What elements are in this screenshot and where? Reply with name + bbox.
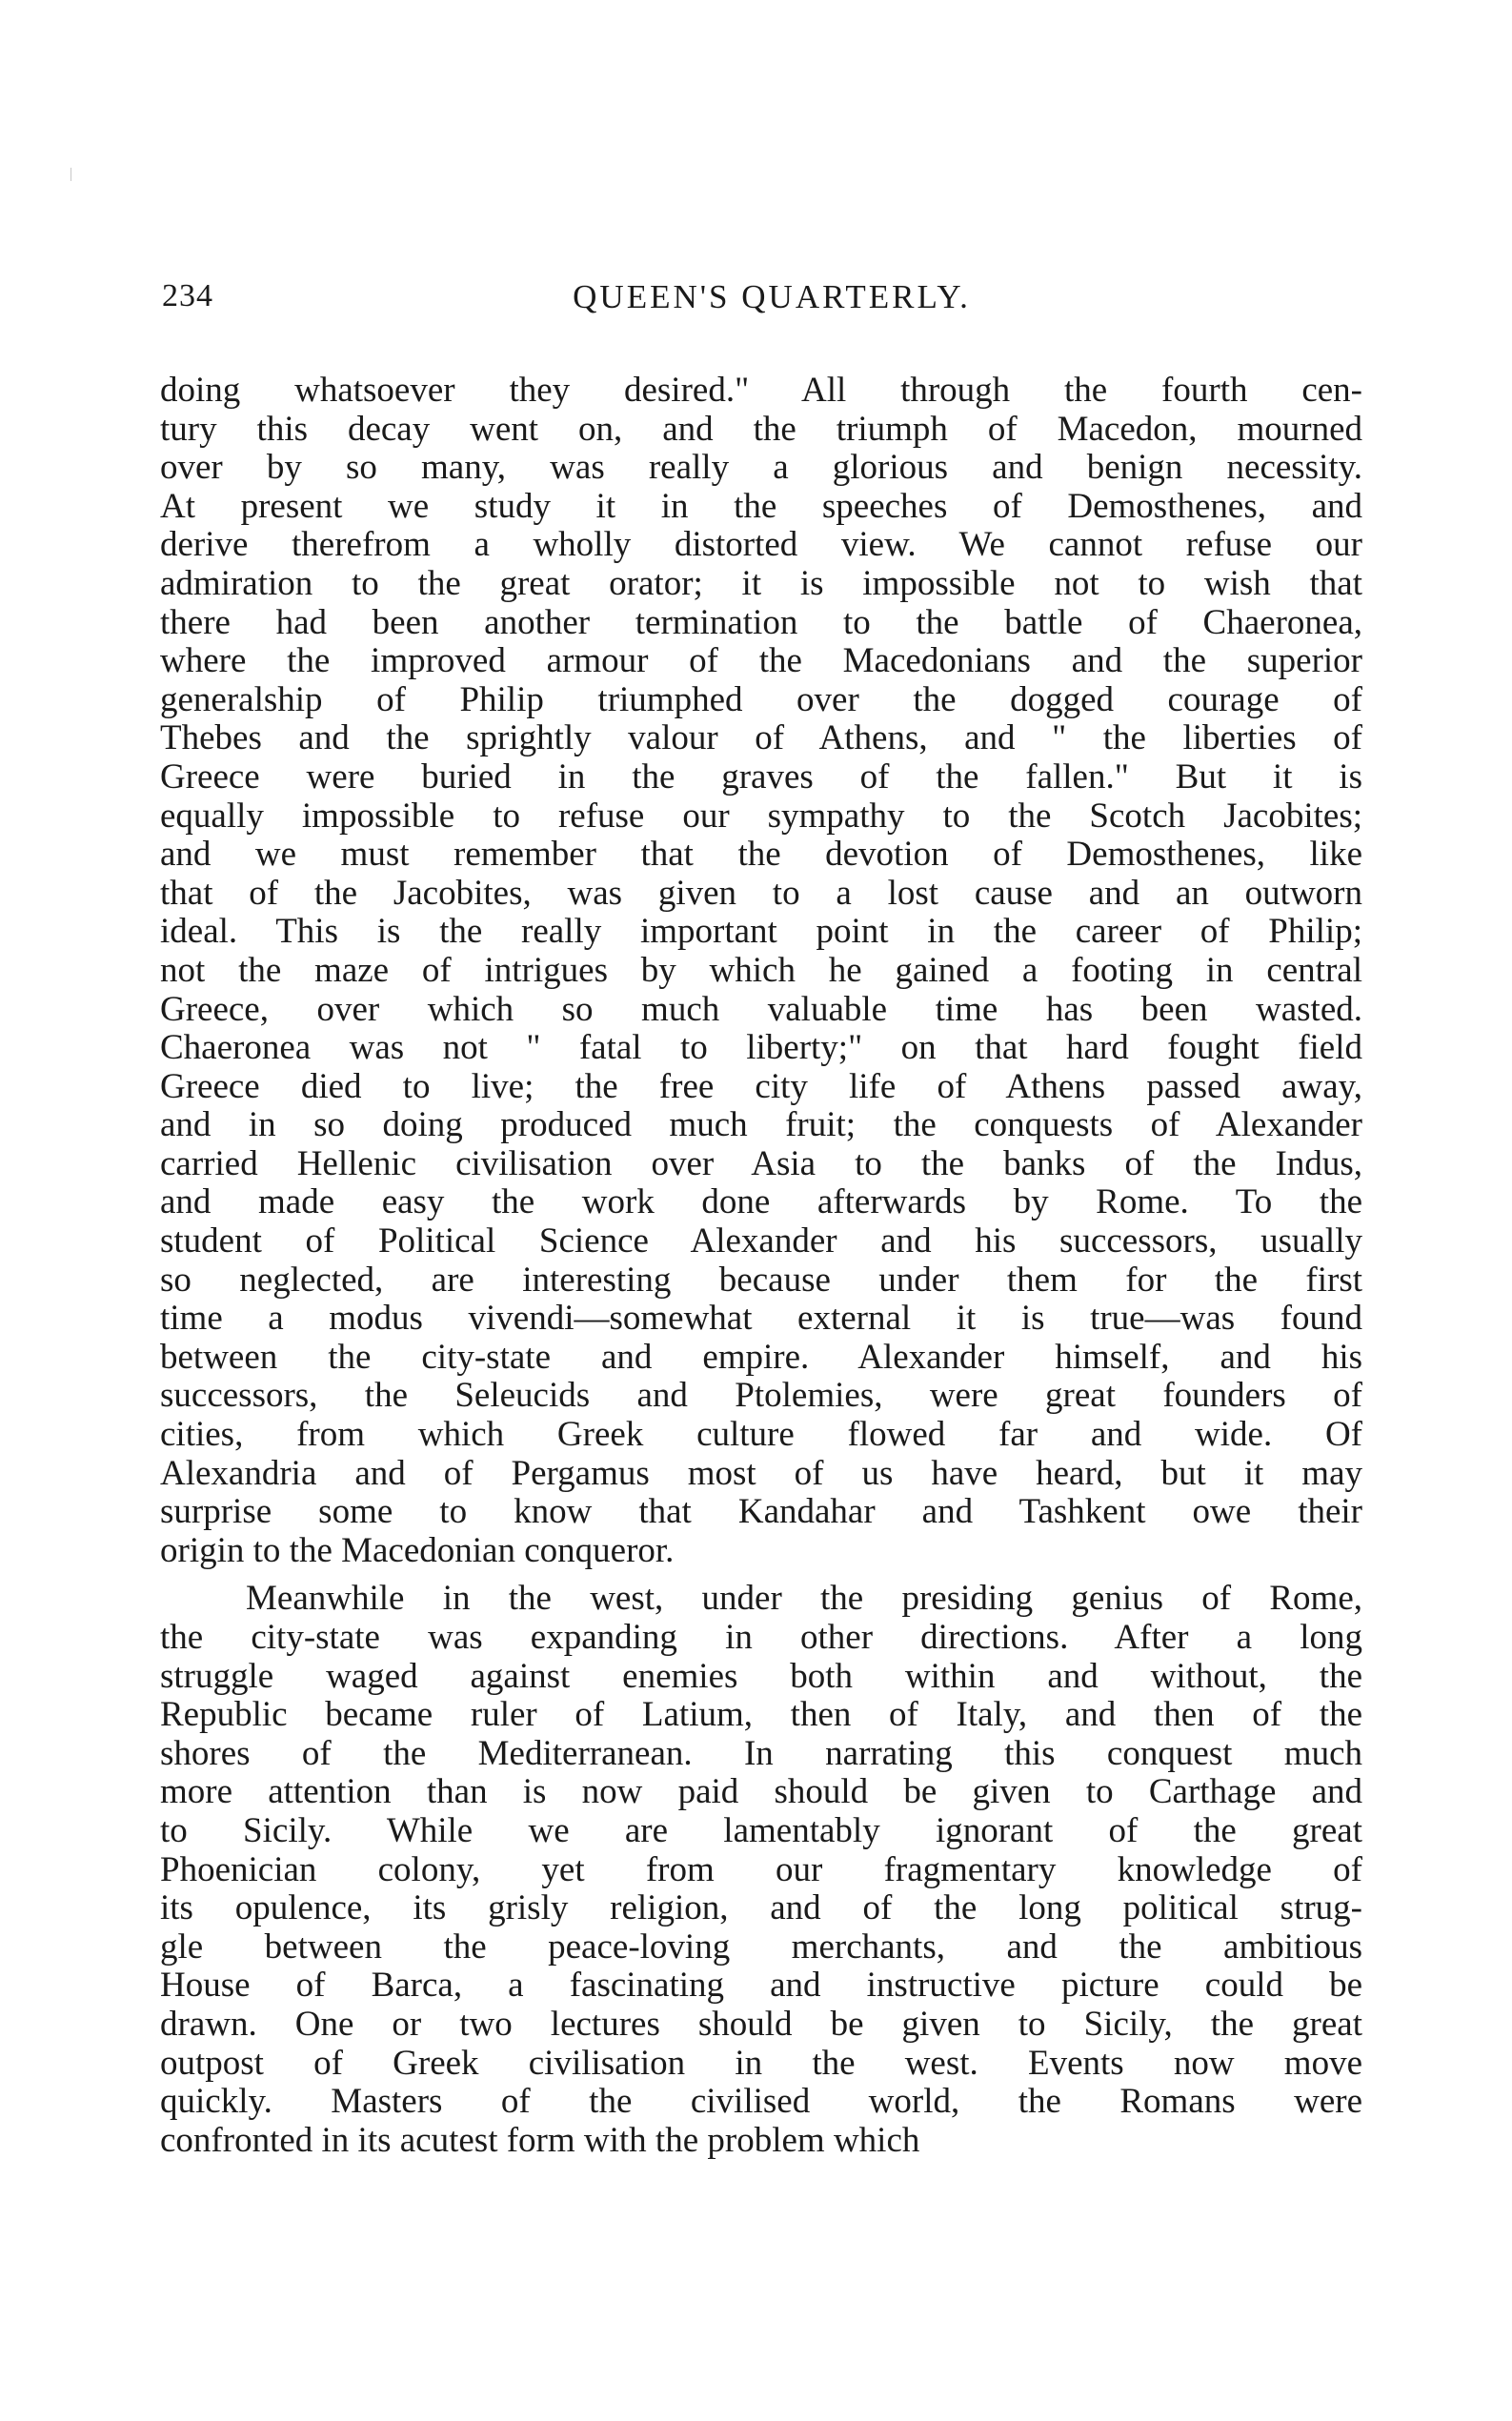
text-line: drawn. One or two lectures should be given to Sicily, the great	[160, 2005, 1362, 2044]
text-line: Greece were buried in the graves of the fallen." But it is	[160, 757, 1362, 797]
text-line: admiration to the great orator; it is impossible not to wish that	[160, 564, 1362, 603]
text-line: Alexandria and of Pergamus most of us have heard, but it may	[160, 1454, 1362, 1493]
text-line: there had been another termination to the battle of Chaeronea,	[160, 603, 1362, 642]
text-line: not the maze of intrigues by which he gained a footing in central	[160, 951, 1362, 990]
body-text	[160, 372, 1362, 2160]
text-line: successors, the Seleucids and Ptolemies, were great founders of	[160, 1377, 1362, 1416]
text-line: student of Political Science Alexander and his successors, usually	[160, 1222, 1362, 1261]
text-line: outpost of Greek civilisation in the west. Events now move	[160, 2044, 1362, 2083]
text-line: so neglected, are interesting because under them for the first	[160, 1261, 1362, 1300]
text-line: Phoenician colony, yet from our fragmentary knowledge of	[160, 1850, 1362, 1889]
text-line: doing whatsoever they desired." All through the fourth cen-	[160, 372, 1362, 410]
text-line: and made easy the work done afterwards by Rome. To the	[160, 1183, 1362, 1222]
text-line: between the city-state and empire. Alexander himself, and his	[160, 1338, 1362, 1377]
text-line: generalship of Philip triumphed over the dogged courage of	[160, 680, 1362, 719]
text-line: Chaeronea was not " fatal to liberty;" on that hard fought field	[160, 1029, 1362, 1068]
text-line: equally impossible to refuse our sympathy to the Scotch Jacobites;	[160, 797, 1362, 836]
text-line: struggle waged against enemies both within and without, the	[160, 1657, 1362, 1696]
text-line: origin to the Macedonian conqueror.	[160, 1531, 675, 1570]
text-line: shores of the Mediterranean. In narrating this conquest much	[160, 1734, 1362, 1773]
text-line: its opulence, its grisly religion, and of the long political strug-	[160, 1889, 1362, 1928]
text-line: over by so many, was really a glorious and benign necessity.	[160, 449, 1362, 488]
paragraph	[160, 1580, 1362, 2160]
journal-title: QUEEN'S QUARTERLY.	[573, 278, 971, 315]
paragraph-gap	[160, 1570, 1362, 1580]
text-line: and in so doing produced much fruit; the conquests of Alexander	[160, 1106, 1362, 1145]
text-line: more attention than is now paid should be given to Carthage and	[160, 1773, 1362, 1812]
text-line: tury this decay went on, and the triumph of Macedon, mourned	[160, 410, 1362, 449]
text-line: At present we study it in the speeches of Demosthenes, and	[160, 487, 1362, 526]
text-line: derive therefrom a wholly distorted view. We cannot refuse our	[160, 526, 1362, 565]
page-number: 234	[162, 278, 213, 313]
text-line: House of Barca, a fascinating and instructive picture could be	[160, 1967, 1362, 2006]
text-line: cities, from which Greek culture flowed far and wide. Of	[160, 1416, 1362, 1455]
text-line: Thebes and the sprightly valour of Athens, and " the liberties of	[160, 719, 1362, 758]
text-line: to Sicily. While we are lamentably ignorant of the great	[160, 1811, 1362, 1850]
text-line: gle between the peace-loving merchants, and the ambitious	[160, 1927, 1362, 1967]
text-line: that of the Jacobites, was given to a lost cause and an outworn	[160, 874, 1362, 913]
text-line: confronted in its acutest form with the problem which	[160, 2121, 920, 2160]
running-head	[152, 278, 1362, 326]
text-line: surprise some to know that Kandahar and Tashkent owe their	[160, 1493, 1362, 1532]
text-line: time a modus vivendi—somewhat external it is true—was found	[160, 1300, 1362, 1339]
text-line: and we must remember that the devotion of Demosthenes, like	[160, 836, 1362, 875]
text-line: carried Hellenic civilisation over Asia to the banks of the Indus,	[160, 1144, 1362, 1183]
text-line: where the improved armour of the Macedonians and the superior	[160, 642, 1362, 681]
text-line: Republic became ruler of Latium, then of Italy, and then of the	[160, 1696, 1362, 1735]
text-line: Greece died to live; the free city life of Athens passed away,	[160, 1067, 1362, 1106]
text-line: Greece, over which so much valuable time has been wasted.	[160, 990, 1362, 1029]
text-line: ideal. This is the really important point in the career of Philip;	[160, 913, 1362, 952]
text-line: quickly. Masters of the civilised world, the Romans were	[160, 2083, 1362, 2122]
paragraph	[160, 372, 1362, 1570]
text-line: the city-state was expanding in other directions. After a long	[160, 1619, 1362, 1657]
text-line: Meanwhile in the west, under the presiding genius of Rome,	[246, 1580, 1362, 1619]
